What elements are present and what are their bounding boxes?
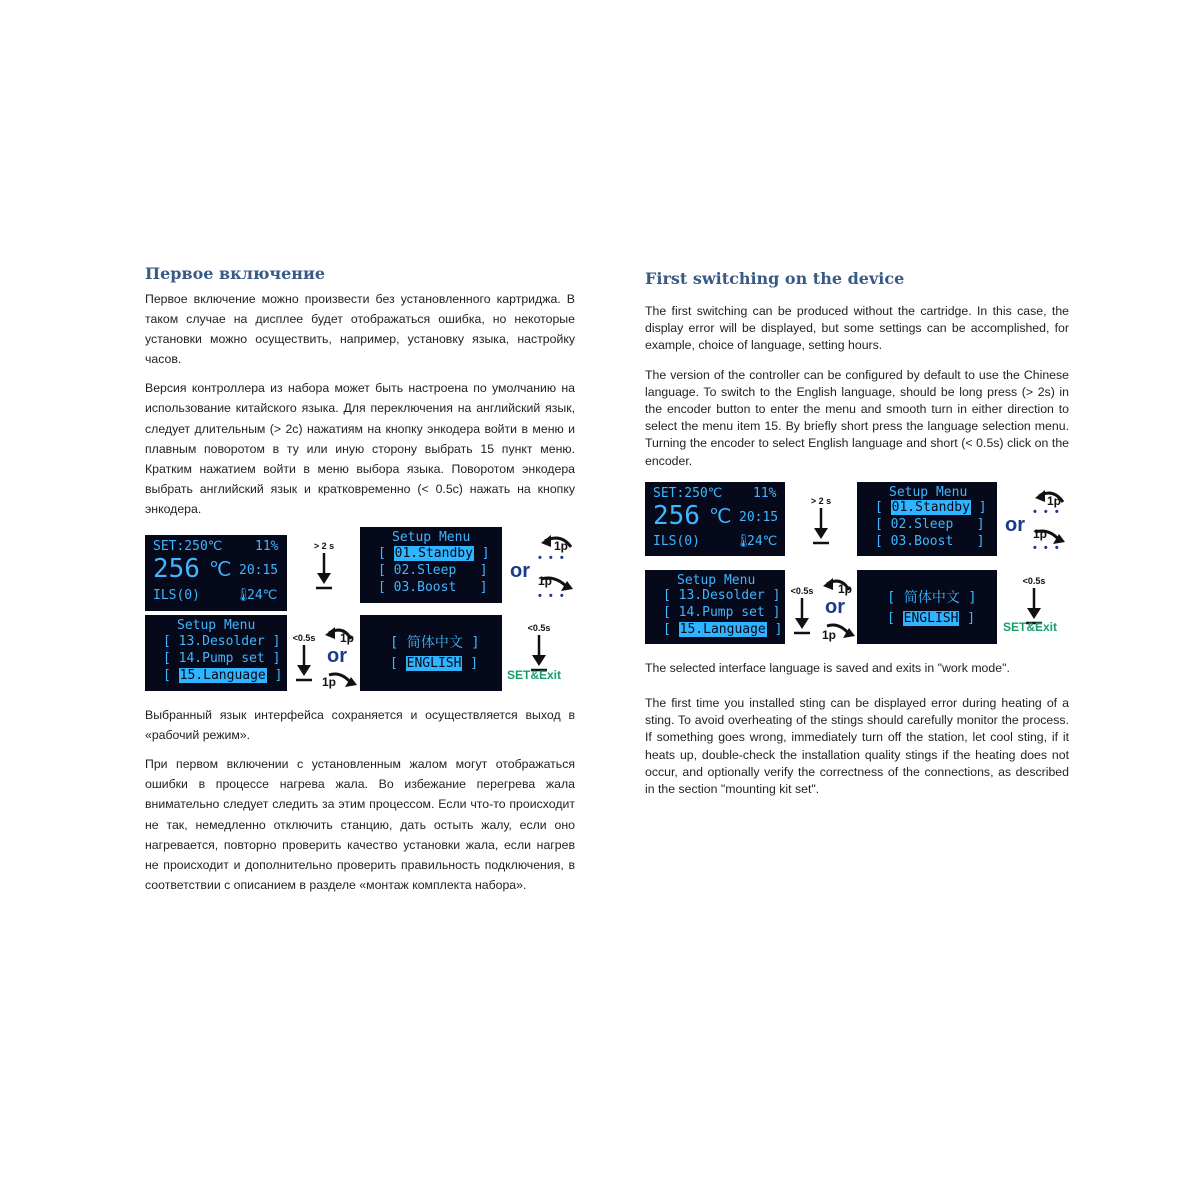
down-arrow-icon xyxy=(314,551,334,591)
menu-item-desolder: 13.Desolder xyxy=(178,634,265,650)
long-press-arrow: > 2 s xyxy=(808,496,834,546)
en-setup-figure xyxy=(645,482,1069,648)
lang-chinese: 简体中文 xyxy=(406,635,463,652)
ru-paragraph-4: При первом включении с установленным жалом могут отображаться ошибки в процессе нагрева жала. Во избежание перегрева жала внимательно следует следить за этим процессом. Если что-то происходит не так, немедленно отключить станцию, дать остыть жалу, если оно нагревается, повторно проверить качество установки жала, если нагрев не происходит и дополнительно проверить правильность подключения, в соответствии с описанием в разделе «монтаж комплекта набора». xyxy=(145,757,575,892)
menu-item-standby: 01.Standby xyxy=(891,499,970,515)
dots-bottom: • • • xyxy=(1033,541,1061,554)
down-arrow-icon xyxy=(811,506,831,546)
menu-item-sleep: 02.Sleep xyxy=(890,516,954,532)
menu-item-language: 15.Language xyxy=(179,668,266,684)
menu-item-desolder: 13.Desolder xyxy=(678,587,765,603)
menu-title-2: Setup Menu xyxy=(177,618,256,634)
thermometer-icon: 🌡 xyxy=(235,588,252,604)
ils-label: ILS(0) xyxy=(153,588,200,604)
dots-top: • • • xyxy=(1033,505,1061,518)
english-column xyxy=(645,269,1069,798)
main-screen-lcd xyxy=(145,535,287,611)
or-label: or xyxy=(510,560,530,583)
step-label-bottom: 1p xyxy=(538,574,553,589)
current-temp: 256 xyxy=(153,554,200,585)
rotate-right-arrow-icon xyxy=(823,616,859,644)
ambient-temp: 24℃ xyxy=(247,588,278,604)
setup-menu-2-lcd: Setup Menu [ 13.Desolder ] [ 14.Pump set ] [ 15.Language ] xyxy=(145,615,287,691)
or-label: or xyxy=(1005,513,1025,536)
en-heading: First switching on the device xyxy=(645,269,905,288)
menu-item-pump-set: 14.Pump set xyxy=(678,604,765,620)
menu-item-standby: 01.Standby xyxy=(394,546,473,562)
ru-paragraph-1: Первое включение можно произвести без установленного картриджа. В таком случае на дисплее будет отображаться ошибка, но некоторые установки можно осуществить, например, установку языка, настройку часов. xyxy=(145,292,575,367)
lang-chinese: 简体中文 xyxy=(903,589,960,606)
menu-item-boost: 03.Boost xyxy=(393,580,457,596)
clock-time: 20:15 xyxy=(739,509,779,525)
main-screen-lcd xyxy=(645,482,785,556)
short-press-arrow-1: <0.5s xyxy=(789,586,815,636)
long-press-arrow: > 2 s xyxy=(311,541,337,591)
ru-paragraph-2: Версия контроллера из набора может быть настроена по умолчанию на использование китайского языка. Для переключения на английский язык, следует длительным (> 2с) нажатиям на кнопку энкодера войти в меню и плавным поворотом в ту или иную сторону выбрать 15 пункт меню. Кратким нажатием войти в меню выбора языка. Поворотом энкодера выбрать английский язык и кратковременно (< 0.5с) нажать на кнопку энкодера. xyxy=(145,381,575,516)
lang-english: ENGLISH xyxy=(406,656,462,672)
set-exit-label: SET&Exit xyxy=(507,668,562,683)
step-label-bottom: 1p xyxy=(1033,526,1048,541)
ambient-temp: 24℃ xyxy=(747,533,778,549)
en-paragraph-1: The first switching can be produced without the cartridge. In this case, the display error will be displayed, but some settings can be accomplished, for example, choice of language, setting hours. xyxy=(645,304,1069,353)
setup-menu-2-lcd: Setup Menu [ 13.Desolder ] [ 14.Pump set ] [ 15.Language ] xyxy=(645,570,785,644)
down-arrow-icon xyxy=(792,596,812,636)
thermometer-icon: 🌡 xyxy=(735,533,752,549)
set-temp-label: SET:250℃ xyxy=(153,539,223,555)
ru-paragraph-3: Выбранный язык интерфейса сохраняется и осуществляется выход в «рабочий режим». xyxy=(145,708,575,743)
or-label-2: or xyxy=(825,595,845,618)
short-press-arrow-1: <0.5s xyxy=(291,633,317,683)
menu-item-boost: 03.Boost xyxy=(890,533,954,549)
step-label-bottom-2: 1p xyxy=(822,627,837,642)
dots-bottom: • • • xyxy=(538,590,566,603)
menu-title: Setup Menu xyxy=(392,530,471,546)
set-exit-label: SET&Exit xyxy=(1003,619,1058,634)
temp-unit: ℃ xyxy=(209,557,232,582)
en-paragraph-4: The first time you installed sting can be displayed error during heating of a sting. To avoid overheating of the stings should carefully monitor the process. If something goes wrong, immediately turn off the station, let cool sting, if it heats up, double-check the installation quality stings if the heating does not occur, and optionally verify the correctness of the connections, as described in the section "mounting kit set". xyxy=(645,696,1069,797)
en-paragraph-2: The version of the controller can be configured by default to use the Chinese language. To switch to the English language, should be long press (> 2s) in the encoder button to enter the menu and smooth turn in either direction to select the menu item 15. By briefly short press the language selection menu. Turning the encoder to select English language and short (< 0.5s) click on the encoder. xyxy=(645,367,1069,468)
language-menu-lcd: [ 简体中文 ] [ ENGLISH ] xyxy=(360,615,502,691)
ru-setup-figure xyxy=(145,527,575,697)
rotate-right-arrow-icon xyxy=(325,665,361,693)
dots-top: • • • xyxy=(538,552,566,565)
power-percent: 11% xyxy=(753,485,777,501)
language-menu-lcd: [ 简体中文 ] [ ENGLISH ] xyxy=(857,570,997,644)
step-label-top-2: 1p xyxy=(838,581,853,596)
power-percent: 11% xyxy=(255,539,279,555)
short-press-arrow-2: <0.5s xyxy=(526,623,552,673)
menu-item-language: 15.Language xyxy=(679,621,766,637)
lang-english: ENGLISH xyxy=(903,610,959,626)
down-arrow-icon xyxy=(529,633,549,673)
step-label-top: 1p xyxy=(1047,493,1062,508)
menu-item-sleep: 02.Sleep xyxy=(393,563,457,579)
down-arrow-icon xyxy=(294,643,314,683)
en-paragraph-3: The selected interface language is saved and exits in "work mode". xyxy=(645,660,1010,675)
temp-unit: ℃ xyxy=(709,503,732,528)
or-label-2: or xyxy=(327,645,347,668)
setup-menu-1-lcd: Setup Menu [ 01.Standby ] [ 02.Sleep ] [ 03.Boost ] xyxy=(360,527,502,603)
clock-time: 20:15 xyxy=(239,563,279,579)
russian-column xyxy=(145,264,575,895)
set-temp-label: SET:250℃ xyxy=(653,485,723,501)
menu-title: Setup Menu xyxy=(889,484,968,500)
step-label-bottom-2: 1p xyxy=(322,675,337,690)
short-press-arrow-2: <0.5s xyxy=(1021,576,1047,626)
setup-menu-1-lcd: Setup Menu [ 01.Standby ] [ 02.Sleep ] [ 03.Boost ] xyxy=(857,482,997,556)
step-label-top: 1p xyxy=(554,539,569,554)
menu-item-pump-set: 14.Pump set xyxy=(178,651,265,667)
current-temp: 256 xyxy=(653,500,700,531)
step-label-top-2: 1p xyxy=(340,631,355,646)
ils-label: ILS(0) xyxy=(653,533,700,549)
menu-title-2: Setup Menu xyxy=(677,572,756,588)
ru-heading: Первое включение xyxy=(145,264,326,283)
